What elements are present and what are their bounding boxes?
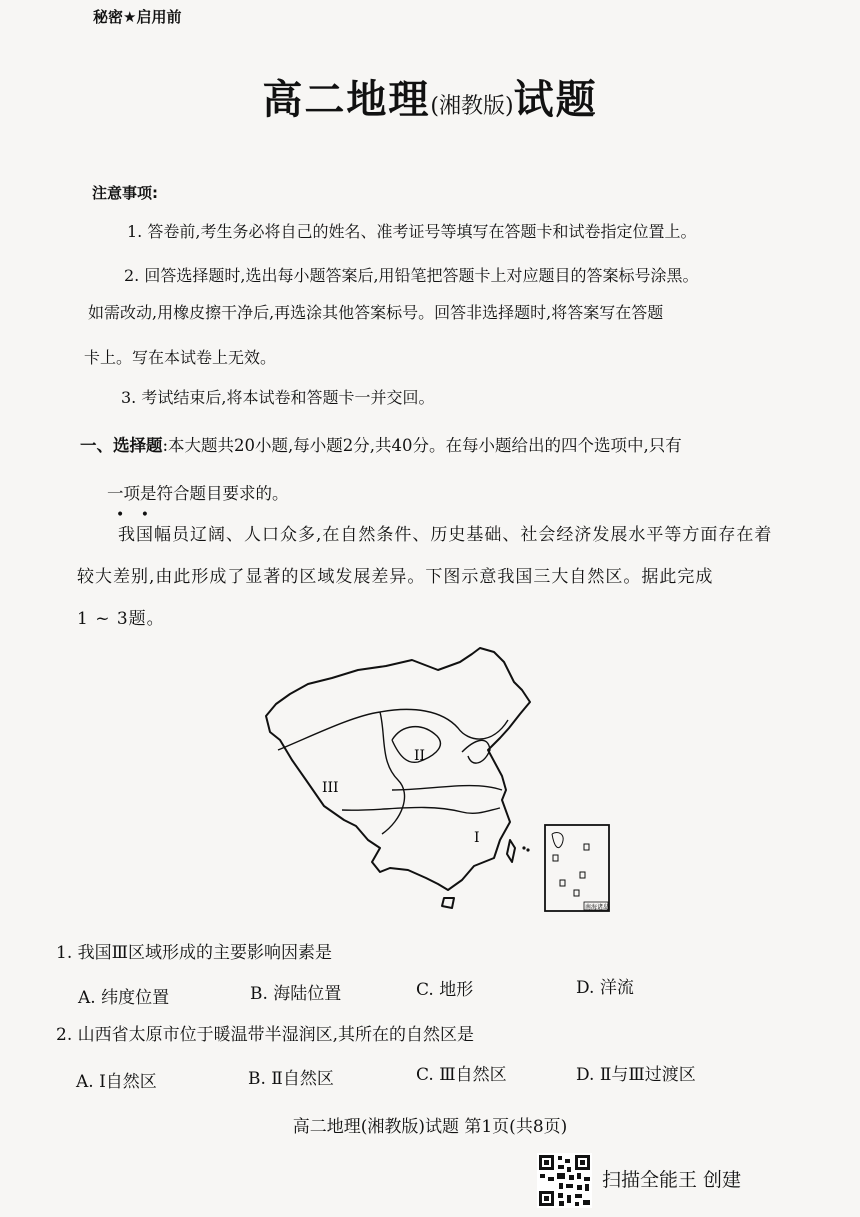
china-natural-regions-map — [262, 640, 630, 915]
river-yangtze — [342, 807, 500, 813]
scanner-watermark: 扫描全能王 创建 — [602, 1169, 742, 1191]
note-item-1: 1. 答卷前,考生务必将自己的姓名、准考证号等填写在答题卡和试卷指定位置上。 — [127, 222, 697, 241]
question-2-stem: 2. 山西省太原市位于暖温带半湿润区,其所在的自然区是 — [56, 1025, 475, 1045]
map-label-II: II — [414, 748, 426, 764]
boundary-III-north — [278, 709, 508, 750]
island-dot — [526, 848, 529, 851]
note-item-2-line3: 卡上。写在本试卷上无效。 — [84, 348, 277, 367]
south-china-sea-inset — [545, 825, 609, 911]
inset-label: 南海诸岛 — [585, 904, 610, 911]
question-2-option-a: A. Ⅰ自然区 — [76, 1072, 157, 1092]
taiwan-island — [507, 840, 515, 862]
section-instructions-line2: 一项是符合题目要求的。 — [107, 484, 289, 503]
title-edition: (湘教版) — [430, 94, 514, 119]
section-heading — [80, 432, 682, 456]
section-label: 一、选择题 — [80, 436, 163, 455]
title-main-b: 试题 — [513, 76, 598, 123]
question-1-option-c: C. 地形 — [416, 980, 474, 1000]
hainan-island — [442, 898, 454, 908]
question-1-option-d: D. 洋流 — [576, 978, 634, 998]
note-item-2-line1: 2. 回答选择题时,选出每小题答案后,用铅笔把答题卡上对应题目的答案标号涂黑。 — [124, 266, 699, 285]
question-1-option-b: B. 海陆位置 — [250, 984, 342, 1004]
map-label-I: I — [474, 830, 480, 846]
intro-line1: 我国幅员辽阔、人口众多,在自然条件、历史基础、社会经济发展水平等方面存在着 — [118, 525, 773, 545]
question-2-option-b: B. Ⅱ自然区 — [248, 1069, 334, 1089]
intro-line3: 1 ~ 3题。 — [77, 609, 165, 629]
map-label-III: III — [322, 780, 339, 796]
section-instructions: :本大题共20小题,每小题2分,共40分。在每小题给出的四个选项中,只有 — [162, 436, 682, 455]
question-1-stem: 1. 我国Ⅲ区域形成的主要影响因素是 — [56, 943, 333, 963]
island-dot — [522, 846, 525, 849]
page-title — [0, 68, 860, 125]
china-outline — [266, 648, 530, 890]
question-1-option-a: A. 纬度位置 — [78, 988, 170, 1008]
secret-mark: 秘密★启用前 — [93, 8, 182, 26]
note-item-2-line2: 如需改动,用橡皮擦干净后,再选涂其他答案标号。回答非选择题时,将答案写在答题 — [88, 303, 664, 322]
page-footer: 高二地理(湘教版)试题 第1页(共8页) — [292, 1117, 568, 1137]
question-2-option-d: D. Ⅱ与Ⅲ过渡区 — [576, 1065, 696, 1085]
title-main-a: 高二地理 — [262, 76, 431, 123]
notes-heading: 注意事项: — [92, 184, 158, 202]
intro-line2: 较大差别,由此形成了显著的区域发展差异。下图示意我国三大自然区。据此完成 — [77, 567, 714, 587]
note-item-3: 3. 考试结束后,将本试卷和答题卡一并交回。 — [121, 388, 435, 407]
qr-code-icon — [537, 1153, 592, 1208]
coast-bohai — [462, 740, 490, 763]
question-2-option-c: C. Ⅲ自然区 — [416, 1065, 507, 1085]
boundary-I-II — [392, 786, 502, 790]
emphasis-dots: • • — [116, 507, 155, 523]
